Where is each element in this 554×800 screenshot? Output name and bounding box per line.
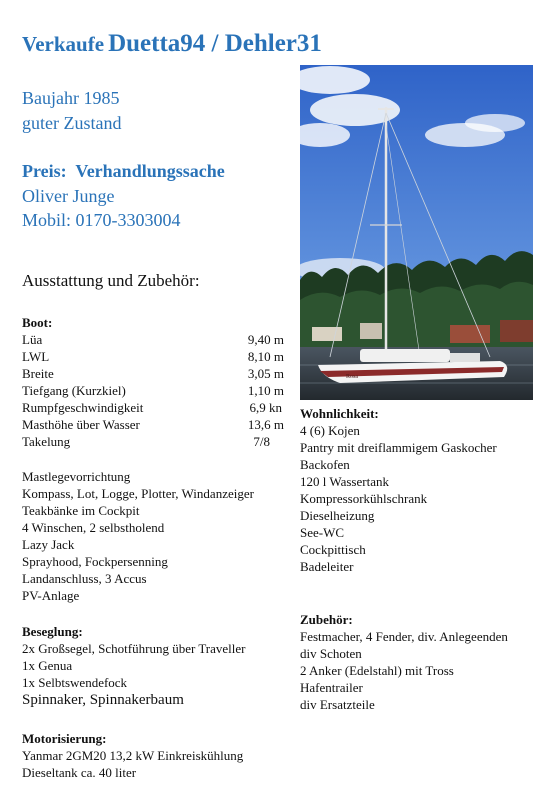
spinnaker-item: Spinnaker, Spinnakerbaum — [22, 692, 184, 708]
spec-row — [22, 332, 284, 349]
beseglung-heading: Beseglung: — [22, 624, 83, 639]
page-title — [22, 30, 322, 58]
sail-item: 1x Genua — [22, 658, 73, 673]
spec-value: 7/8 — [253, 434, 270, 449]
accessory-item: div Schoten — [300, 646, 362, 661]
spec-row — [22, 417, 284, 434]
living-item: 120 l Wassertank — [300, 474, 389, 489]
engine-item: Dieseltank ca. 40 liter — [22, 765, 137, 780]
accessory-item: div Ersatzteile — [300, 697, 375, 712]
condition: guter Zustand — [22, 113, 122, 133]
feature-item: Sprayhood, Fockpersenning — [22, 554, 168, 569]
spec-label: LWL — [22, 349, 50, 364]
spec-label: Rumpfgeschwindigkeit — [22, 400, 144, 415]
spec-row — [22, 366, 284, 383]
accessory-item: Festmacher, 4 Fender, div. Anlegeenden — [300, 629, 508, 644]
sail-item: 2x Großsegel, Schotführung über Traveller — [22, 641, 246, 656]
feature-item: Landanschluss, 3 Accus — [22, 571, 147, 586]
spec-value: 8,10 m — [247, 349, 284, 364]
spec-label: Breite — [22, 366, 54, 381]
spec-label: Tiefgang (Kurzkiel) — [22, 383, 126, 398]
contact-name: Oliver Junge — [22, 186, 115, 206]
living-item: See-WC — [300, 525, 345, 540]
equipment-heading: Ausstattung und Zubehör: — [22, 271, 200, 290]
feature-item: Kompass, Lot, Logge, Plotter, Windanzeiger — [22, 486, 254, 501]
living-item: Backofen — [300, 457, 350, 472]
sail-item: 1x Selbtswendefock — [22, 675, 128, 690]
spec-label: Masthöhe über Wasser — [22, 417, 140, 432]
living-item: 4 (6) Kojen — [300, 423, 360, 438]
accessory-item: Hafentrailer — [300, 680, 363, 695]
boat-photo — [300, 65, 533, 400]
feature-item: Mastlegevorrichtung — [22, 469, 131, 484]
zubehoer-heading: Zubehör: — [300, 612, 353, 627]
price-label: Preis: — [22, 161, 67, 181]
feature-item: PV-Anlage — [22, 588, 80, 603]
motorisierung-heading: Motorisierung: — [22, 731, 107, 746]
spec-row — [22, 400, 284, 417]
spec-value: 1,10 m — [247, 383, 284, 398]
engine-item: Yanmar 2GM20 13,2 kW Einkreiskühlung — [22, 748, 244, 763]
boat-name-label: Rosa — [346, 374, 358, 380]
feature-item: Lazy Jack — [22, 537, 75, 552]
contact-phone: Mobil: 0170-3303004 — [22, 210, 181, 230]
title-prefix: Verkaufe — [22, 32, 105, 56]
living-item: Cockpittisch — [300, 542, 366, 557]
spec-value: 6,9 kn — [249, 400, 282, 415]
spec-value: 3,05 m — [247, 366, 284, 381]
price-value: Verhandlungssache — [75, 161, 225, 181]
spec-row — [22, 383, 284, 400]
living-item: Dieselheizung — [300, 508, 375, 523]
feature-item: Teakbänke im Cockpit — [22, 503, 140, 518]
spec-label: Lüa — [22, 332, 43, 347]
spec-label: Takelung — [22, 434, 71, 449]
living-item: Pantry mit dreiflammigem Gaskocher — [300, 440, 497, 455]
title-main: Duetta94 / Dehler31 — [108, 30, 322, 57]
spec-value: 13,6 m — [247, 417, 284, 432]
living-item: Kompressorkühlschrank — [300, 491, 428, 506]
spec-value: 9,40 m — [247, 332, 284, 347]
price-line — [22, 161, 225, 182]
build-year: Baujahr 1985 — [22, 88, 120, 108]
accessory-item: 2 Anker (Edelstahl) mit Tross — [300, 663, 454, 678]
living-item: Badeleiter — [300, 559, 354, 574]
wohnlichkeit-heading: Wohnlichkeit: — [300, 406, 379, 421]
spec-row — [22, 349, 284, 366]
feature-item: 4 Winschen, 2 selbstholend — [22, 520, 165, 535]
spec-row — [22, 434, 284, 451]
boot-heading: Boot: — [22, 315, 53, 330]
